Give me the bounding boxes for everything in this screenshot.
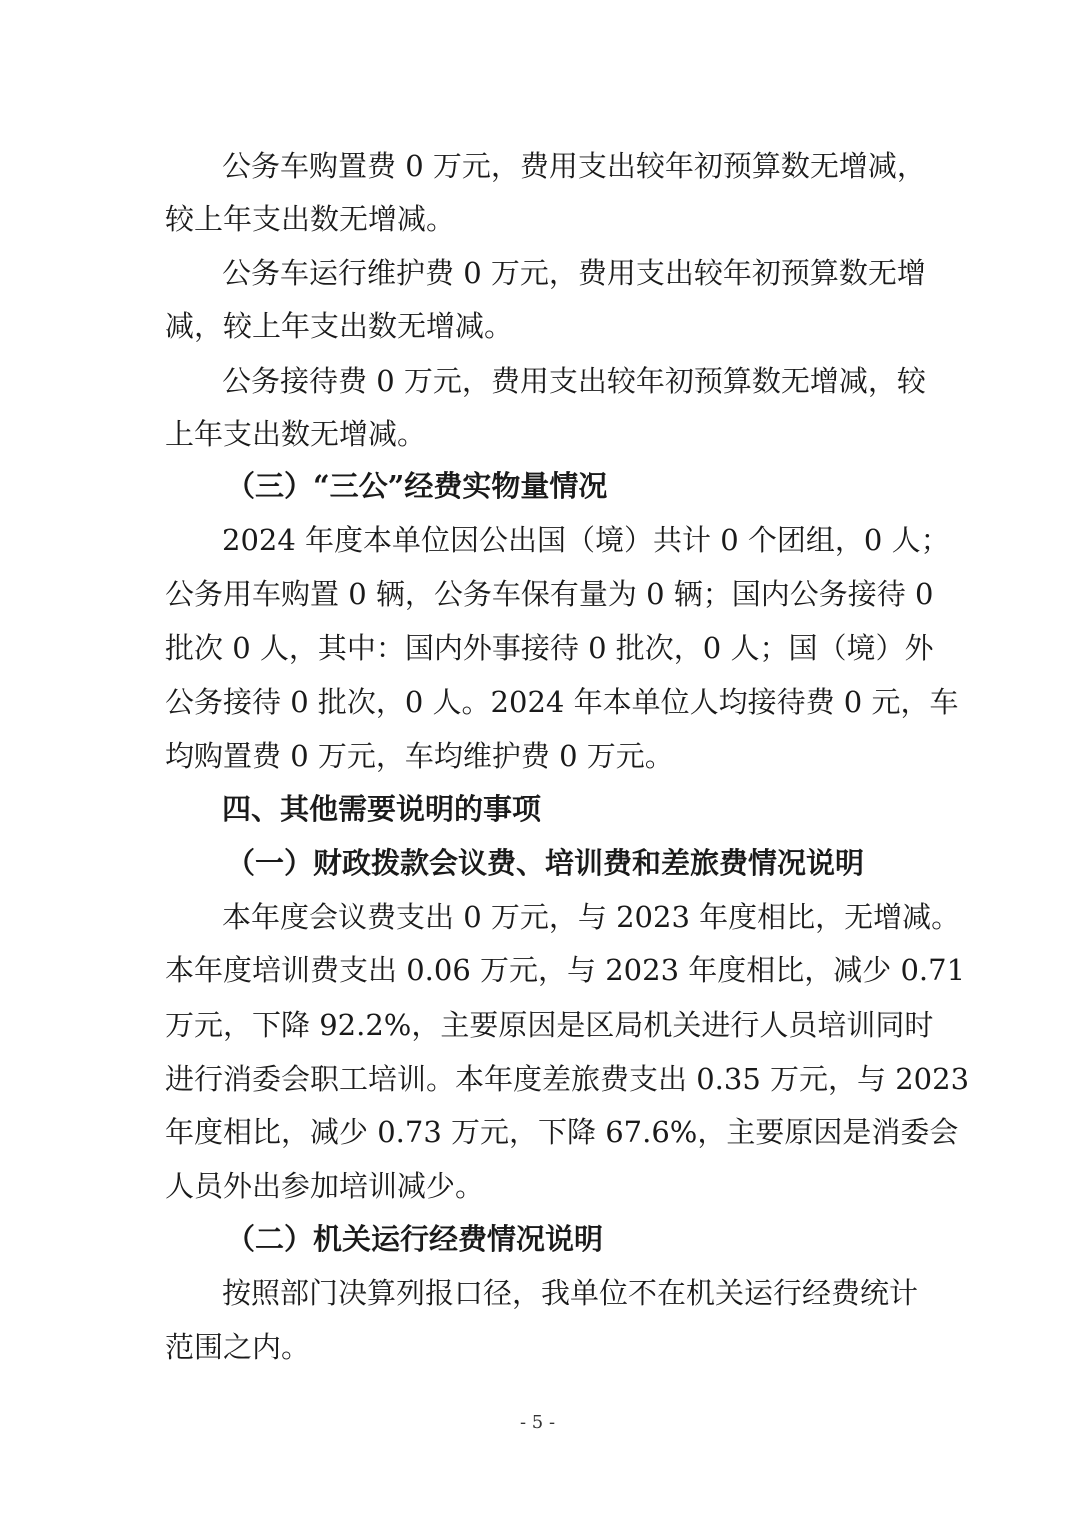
paragraph-line: 范围之内。 [165,1330,311,1364]
paragraph-line: 人员外出参加培训减少。 [165,1169,485,1203]
paragraph-line: 公务用车购置 0 辆，公务车保有量为 0 辆；国内公务接待 0 [165,577,934,611]
paragraph-line: 按照部门决算列报口径，我单位不在机关运行经费统计 [222,1276,919,1310]
paragraph-line: 2024 年度本单位因公出国（境）共计 0 个团组，0 人； [222,523,950,557]
paragraph-line: 公务车购置费 0 万元，费用支出较年初预算数无增减， [222,149,926,183]
paragraph-line: 公务接待费 0 万元，费用支出较年初预算数无增减，较 [222,364,926,398]
paragraph-line: 年度相比，减少 0.73 万元，下降 67.6%，主要原因是消委会 [165,1115,959,1149]
paragraph-line: 均购置费 0 万元，车均维护费 0 万元。 [165,739,674,773]
paragraph-line: 万元，下降 92.2%，主要原因是区局机关进行人员培训同时 [165,1008,934,1042]
section-subheading: （二）机关运行经费情况说明 [226,1222,604,1256]
section-heading: 四、其他需要说明的事项 [222,792,542,826]
paragraph-line: 减，较上年支出数无增减。 [165,309,514,343]
paragraph-line: 较上年支出数无增减。 [165,202,456,236]
paragraph-line: 公务车运行维护费 0 万元，费用支出较年初预算数无增 [222,256,926,290]
paragraph-line: 本年度培训费支出 0.06 万元，与 2023 年度相比，减少 0.71 [165,953,966,987]
page-number: - 5 - [519,1412,556,1433]
section-subheading: （一）财政拨款会议费、培训费和差旅费情况说明 [226,846,865,880]
paragraph-line: 批次 0 人，其中：国内外事接待 0 批次，0 人；国（境）外 [165,631,934,665]
section-subheading: （三）“三公”经费实物量情况 [226,469,608,503]
paragraph-line: 进行消委会职工培训。本年度差旅费支出 0.35 万元，与 2023 [165,1062,970,1096]
paragraph-line: 本年度会议费支出 0 万元，与 2023 年度相比，无增减。 [222,900,961,934]
paragraph-line: 上年支出数无增减。 [165,417,427,451]
paragraph-line: 公务接待 0 批次，0 人。2024 年本单位人均接待费 0 元，车 [165,685,959,719]
